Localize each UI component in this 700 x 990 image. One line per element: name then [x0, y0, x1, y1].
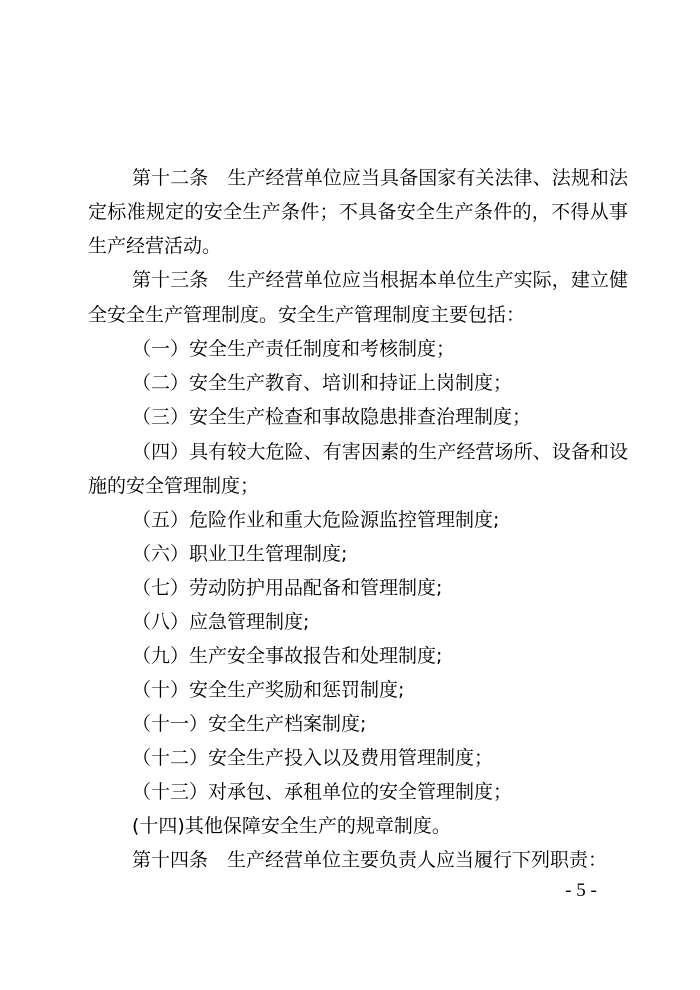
list-item-3: （三）安全生产检查和事故隐患排查治理制度；: [132, 406, 532, 428]
page-number: - 5 -: [565, 880, 597, 901]
list-item-7: （七）劳动防护用品配备和管理制度;: [132, 577, 443, 599]
list-item-13: （十三）对承包、承租单位的安全管理制度；: [132, 781, 513, 803]
article-12-line-2: 定标准规定的安全生产条件；不具备安全生产条件的，不得从事: [88, 201, 628, 223]
list-item-14: (十四)其他保障安全生产的规章制度。: [132, 815, 451, 837]
list-item-4-line-2: 施的安全管理制度；: [88, 475, 260, 497]
article-12-line-1: 第十二条 生产经营单位应当具备国家有关法律、法规和法: [132, 167, 628, 189]
list-item-12: （十二）安全生产投入以及费用管理制度；: [132, 747, 494, 769]
list-item-11: （十一）安全生产档案制度;: [132, 713, 367, 735]
list-item-8: （八）应急管理制度;: [132, 611, 310, 633]
article-13-line-2: 全安全生产管理制度。安全生产管理制度主要包括：: [88, 304, 526, 326]
list-item-1: （一）安全生产责任制度和考核制度；: [132, 338, 456, 360]
list-item-5: （五）危险作业和重大危险源监控管理制度;: [132, 509, 500, 531]
article-13-line-1: 第十三条 生产经营单位应当根据本单位生产实际，建立健: [132, 269, 628, 291]
list-item-4-line-1: （四）具有较大危险、有害因素的生产经营场所、设备和设: [132, 441, 628, 463]
list-item-10: （十）安全生产奖励和惩罚制度;: [132, 679, 405, 701]
list-item-6: （六）职业卫生管理制度;: [132, 543, 348, 565]
article-14-line-1: 第十四条 生产经营单位主要负责人应当履行下列职责：: [132, 849, 608, 871]
article-12-line-3: 生产经营活动。: [88, 235, 222, 257]
list-item-2: （二）安全生产教育、培训和持证上岗制度；: [132, 372, 513, 394]
list-item-9: （九）生产安全事故报告和处理制度;: [132, 645, 443, 667]
